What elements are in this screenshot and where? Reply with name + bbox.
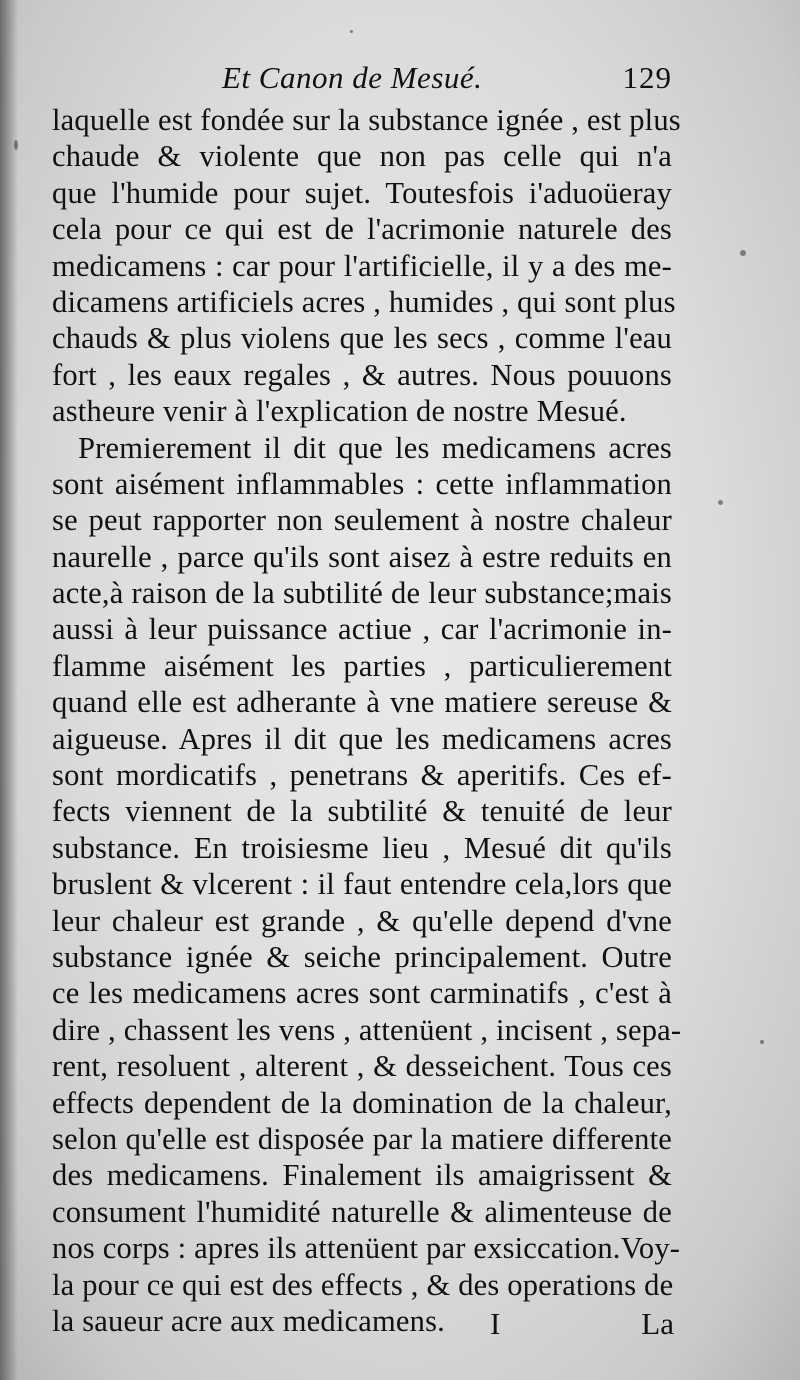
text-line: sont mordicatifs , penetrans & aperitifs. Ces ef- <box>52 758 672 793</box>
gutter-shadow <box>0 0 18 1380</box>
catchword: La <box>641 1306 674 1341</box>
body-text <box>52 102 682 1339</box>
text-line: substance. En troisiesme lieu , Mesué dit qu'ils <box>52 830 672 865</box>
text-line: des medicamens. Finalement ils amaigrissent & <box>52 1158 672 1193</box>
text-line: la saueur acre aux medicamens. <box>52 1303 445 1338</box>
text-line: aigueuse. Apres il dit que les medicamens acres <box>52 721 672 756</box>
text-line: selon qu'elle est disposée par la matiere differente <box>52 1121 672 1156</box>
signature-mark: I <box>490 1306 501 1341</box>
paper-speck <box>740 250 746 256</box>
text-line: bruslent & vlcerent : il faut entendre cela,lors que <box>52 867 672 902</box>
text-line: flamme aisément les parties , particulierement <box>52 648 672 683</box>
text-line: leur chaleur est grande , & qu'elle depend d'vne <box>52 903 672 938</box>
text-line: dicamens artificiels acres , humides , qui sont plus <box>52 284 676 319</box>
text-line: nos corps : apres ils attenüent par exsiccation.Voy- <box>52 1231 681 1266</box>
text-line: effects dependent de la domination de la chaleur, <box>52 1085 672 1120</box>
text-line: naurelle , parce qu'ils sont aisez à estre reduits en <box>52 539 672 574</box>
text-line: chauds & plus violens que les secs , comme l'eau <box>52 321 672 356</box>
text-line: se peut rapporter non seulement à nostre chaleur <box>52 503 672 538</box>
text-line: dire , chassent les vens , attenüent , incisent , sepa- <box>52 1012 682 1047</box>
paper-speck <box>760 1040 764 1044</box>
page-footer <box>52 1306 674 1346</box>
text-line: sont aisément inflammables : cette inflammation <box>52 466 672 501</box>
text-line: consument l'humidité naturelle & alimenteuse de <box>52 1194 672 1229</box>
page-number: 129 <box>622 60 672 95</box>
running-head <box>52 60 672 100</box>
text-line: aussi à leur puissance actiue , car l'acrimonie in- <box>52 612 672 647</box>
text-line: la pour ce qui est des effects , & des operations de <box>52 1267 674 1302</box>
text-line: astheure venir à l'explication de nostre Mesué. <box>52 394 627 429</box>
text-line: fort , les eaux regales , & autres. Nous pouuons <box>52 357 672 392</box>
text-line: ce les medicamens acres sont carminatifs , c'est à <box>52 976 672 1011</box>
text-line: medicamens : car pour l'artificielle, il y a des me- <box>52 248 672 283</box>
text-line: quand elle est adherante à vne matiere sereuse & <box>52 685 672 720</box>
text-line: chaude & violente que non pas celle qui n'a <box>52 139 672 174</box>
running-title: Et Canon de Mesué. <box>222 60 483 95</box>
text-line: que l'humide pour sujet. Toutesfois i'aduoüeray <box>52 175 672 210</box>
text-line: fects viennent de la subtilité & tenuité de leur <box>52 794 672 829</box>
paper-speck <box>718 500 723 505</box>
paper-speck <box>350 30 353 33</box>
text-line: substance ignée & seiche principalement. Outre <box>52 939 672 974</box>
text-line: rent, resoluent , alterent , & desseichent. Tous ces <box>52 1049 672 1084</box>
text-line: laquelle est fondée sur la substance ignée , est plus <box>52 103 681 137</box>
paper-speck <box>14 140 18 150</box>
text-line: cela pour ce qui est de l'acrimonie naturele des <box>52 212 672 247</box>
text-line: acte,à raison de la subtilité de leur substance;mais <box>52 576 672 611</box>
text-line: Premierement il dit que les medicamens acres <box>78 430 672 465</box>
